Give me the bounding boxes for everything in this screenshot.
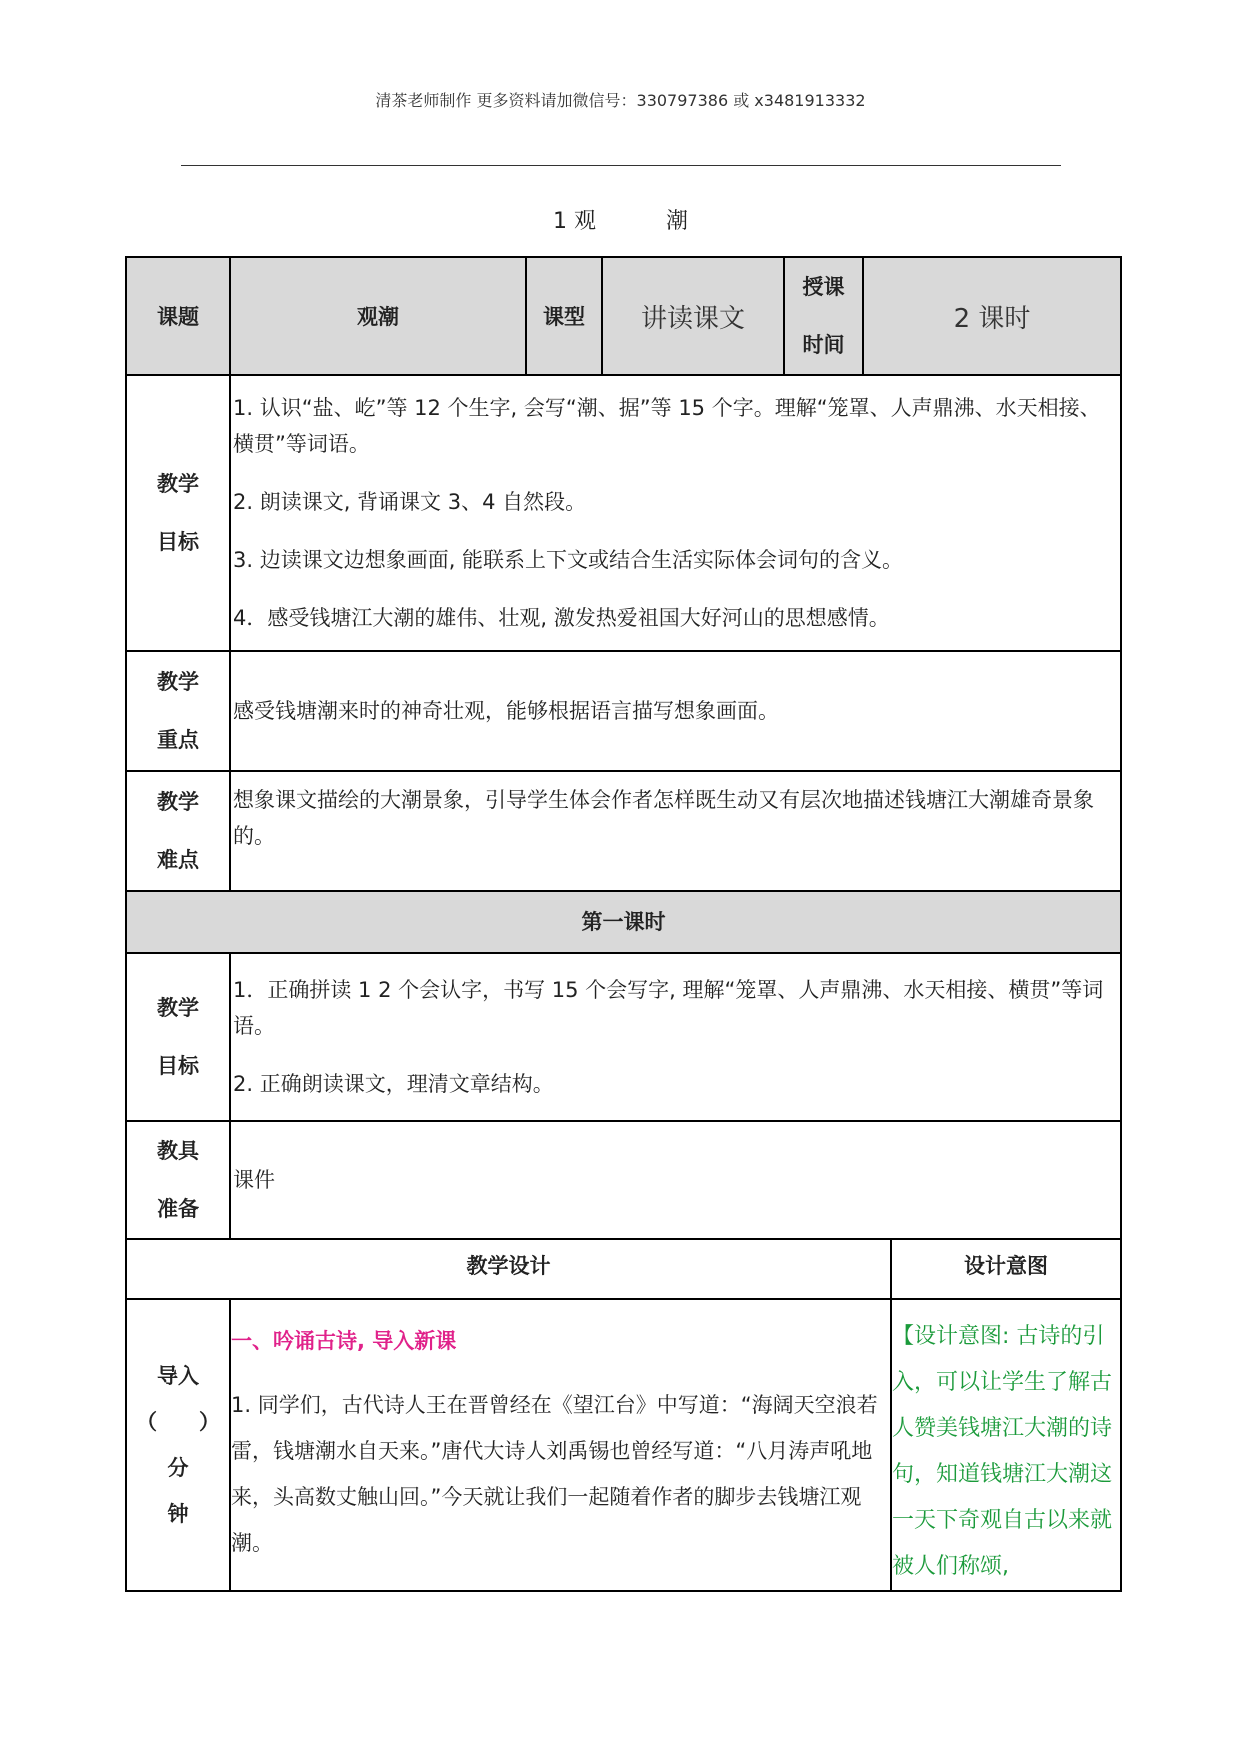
type-label: 课型: [526, 257, 602, 375]
design-header-row: [126, 1239, 1121, 1299]
type-value: 讲读课文: [602, 257, 784, 375]
intro-section-text: 1. 同学们，古代诗人王在晋曾经在《望江台》中写道：“海阔天空浪若雷，钱塘潮水自天来。”唐代大诗人刘禹锡也曾经写道：“八月涛声吼地来，头高数丈触山回。”今天就让我们一起随着作者的脚步去钱塘江观潮。: [231, 1393, 878, 1555]
objective-item: 1. 认识“盐、屹”等 12 个生字, 会写“潮、据”等 15 个字。理解“笼罩、人声鼎沸、水天相接、横贯”等词语。: [233, 396, 1101, 456]
intro-row: [126, 1299, 1121, 1591]
lesson-one-objectives-row: [126, 953, 1121, 1121]
lesson-one-objectives-label-line1: 教学: [157, 996, 199, 1020]
lesson-one-objective-item: 1．正确拼读 1 2 个会认字，书写 15 个会写字, 理解“笼罩、人声鼎沸、水天相接、横贯”等词语。: [233, 978, 1104, 1038]
header-divider: [181, 165, 1061, 166]
time-value: 2 课时: [863, 257, 1121, 375]
intro-intent: 【设计意图: 古诗的引入，可以让学生了解古人赞美钱塘江大潮的诗句，知道钱塘江大潮这一天下奇观自古以来就被人们称颂,: [891, 1299, 1121, 1591]
difficulties-row: [126, 771, 1121, 891]
lesson-one-title: 第一课时: [126, 891, 1121, 953]
key-points-label: [126, 651, 230, 771]
tools-label-line1: 教具: [157, 1139, 199, 1163]
objectives-label-line1: 教学: [157, 472, 199, 496]
tools-label-line2: 准备: [157, 1197, 199, 1221]
intro-label: [126, 1299, 230, 1591]
design-header: 教学设计: [126, 1239, 891, 1299]
time-label-line2: 时间: [802, 333, 845, 357]
lesson-one-objectives-content: [230, 953, 1121, 1121]
topic-label: 课题: [126, 257, 230, 375]
intro-label-line2: （ ）分: [136, 1410, 220, 1480]
intro-label-line1: 导入: [157, 1364, 199, 1388]
objectives-label: [126, 375, 230, 651]
tools-label: [126, 1121, 230, 1239]
topic-value: 观潮: [230, 257, 526, 375]
difficulties-label-line2: 难点: [157, 848, 199, 872]
tools-value: 课件: [230, 1121, 1121, 1239]
objective-item: 4．感受钱塘江大潮的雄伟、壮观, 激发热爱祖国大好河山的思想感情。: [233, 606, 890, 630]
time-label-line1: 授课: [802, 275, 845, 299]
time-label: [784, 257, 863, 375]
intent-header: 设计意图: [891, 1239, 1121, 1299]
tools-row: [126, 1121, 1121, 1239]
lesson-one-objectives-label: [126, 953, 230, 1121]
objective-item: 3. 边读课文边想象画面, 能联系上下文或结合生活实际体会词句的含义。: [233, 548, 904, 572]
intro-label-line3: 钟: [167, 1502, 189, 1526]
key-points-label-line1: 教学: [157, 670, 199, 694]
key-points-text: 感受钱塘潮来时的神奇壮观，能够根据语言描写想象画面。: [230, 651, 1121, 771]
title-char-2: 潮: [666, 209, 689, 234]
intro-section-heading: 一、吟诵古诗, 导入新课: [231, 1329, 457, 1353]
key-points-row: [126, 651, 1121, 771]
info-row: [126, 257, 1121, 375]
difficulties-text: 想象课文描绘的大潮景象，引导学生体会作者怎样既生动又有层次地描述钱塘江大潮雄奇景象的。: [230, 771, 1121, 891]
difficulties-label: [126, 771, 230, 891]
lesson-one-title-row: [126, 891, 1121, 953]
intro-content: [230, 1299, 891, 1591]
title-number: 1: [552, 209, 567, 234]
objectives-label-line2: 目标: [157, 530, 199, 554]
difficulties-label-line1: 教学: [157, 790, 199, 814]
objectives-row: [126, 375, 1121, 651]
lesson-plan-table: [125, 256, 1122, 1592]
document-title: [0, 204, 1241, 235]
objectives-content: [230, 375, 1121, 651]
lesson-one-objectives-label-line2: 目标: [157, 1054, 199, 1078]
key-points-label-line2: 重点: [157, 728, 199, 752]
objective-item: 2. 朗读课文, 背诵课文 3、4 自然段。: [233, 490, 587, 514]
lesson-one-objective-item: 2. 正确朗读课文，理清文章结构。: [233, 1072, 554, 1096]
title-char-1: 观: [573, 209, 596, 234]
header-note: 清茶老师制作 更多资料请加微信号：330797386 或 x3481913332: [375, 91, 866, 110]
